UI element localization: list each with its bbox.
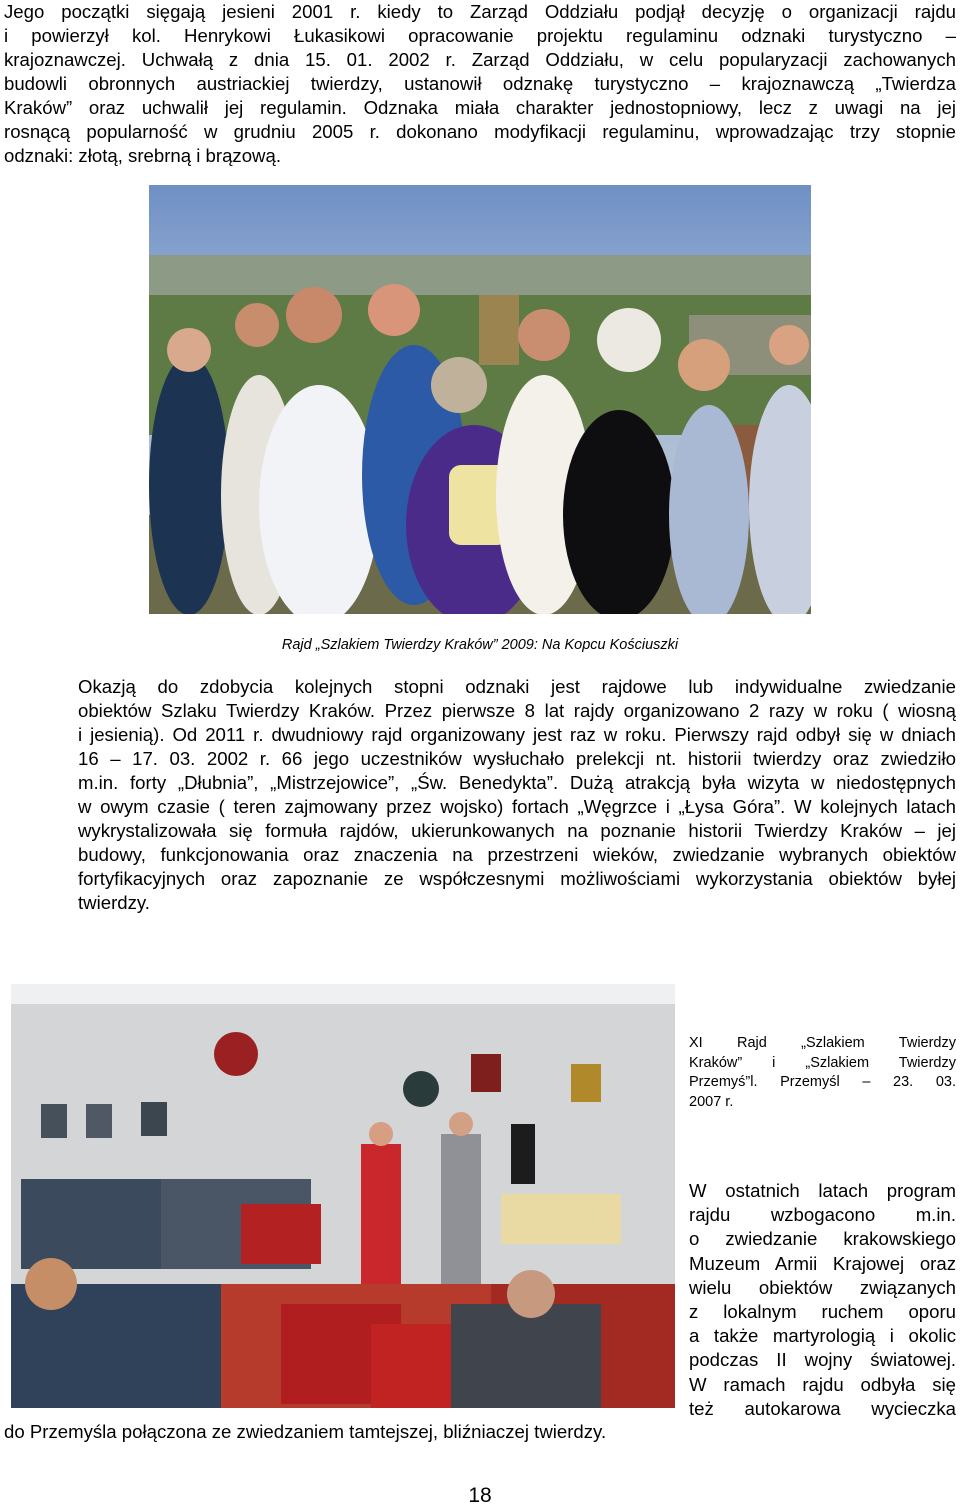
text-line: W ostatnich latach program — [689, 1180, 956, 1201]
text-line: podczas II wojny światowej. — [689, 1349, 956, 1371]
text-line: 16 – 17. 03. 2002 r. 66 jego uczestników wysłuchało prelekcji nt. historii twierdzy oraz zwiedziło — [78, 748, 956, 769]
text-line: też autokarowa wycieczka — [689, 1397, 956, 1419]
text-line: o zwiedzanie krakowskiego — [689, 1228, 956, 1250]
text-line: wykrystalizowała się formuła rajdów, ukierunkowanych na poznanie historii Twierdzy Kraków – jej — [78, 820, 956, 841]
group-photo — [149, 185, 811, 614]
caption-line: Przemyś”l. Przemyśl – 23. 03. — [689, 1074, 956, 1090]
text-line: wielu obiektów związanych — [689, 1276, 956, 1298]
caption-line: Kraków” i „Szlakiem Twierdzy — [689, 1054, 956, 1071]
text-line: a także martyrologią i okolic — [689, 1325, 956, 1347]
caption-line: XI Rajd „Szlakiem Twierdzy — [689, 1035, 956, 1051]
text-line: rosnącą popularność w grudniu 2005 r. dokonano modyfikacji regulaminu, wprowadzając trzy stopnie — [4, 121, 956, 142]
text-line: twierdzy. — [78, 892, 150, 913]
text-line: W ramach rajdu odbyła się — [689, 1373, 956, 1395]
closing-line: do Przemyśla połączona ze zwiedzaniem tamtejszej, bliźniaczej twierdzy. — [4, 1421, 607, 1442]
intro-paragraph — [4, 0, 956, 168]
body-paragraph — [4, 675, 956, 915]
text-line: Kraków” oraz uchwalił jej regulamin. Odznaka miała charakter jednostopniowy, lecz z uwagi na jej — [4, 97, 956, 118]
text-line: odznaki: złotą, srebrną i brązową. — [4, 145, 281, 166]
text-line: budowy, funkcjonowania oraz znaczenia na przestrzeni wieków, zwiedzanie wybranych obiektów — [78, 844, 956, 865]
page-number: 18 — [468, 1484, 492, 1507]
text-line: i powierzył kol. Henrykowi Łukasikowi opracowanie projektu regulaminu odznaki turystyczno – — [4, 25, 956, 46]
text-line: w owym czasie ( teren zajmowany przez wojsko) fortach „Węgrzce i „Łysa Góra”. W kolejnych latach — [78, 796, 956, 817]
text-line: Okazją do zdobycia kolejnych stopni odznaki jest rajdowe lub indywidualne zwiedzanie — [78, 676, 956, 697]
text-line: m.in. forty „Dłubnia”, „Mistrzejowice”, „Św. Benedykta”. Dużą atrakcją była wizyta w niedostępnych — [78, 772, 956, 793]
text-line: fortyfikacyjnych oraz zapoznanie ze współczesnymi możliwościami wykorzystania obiektów byłej — [78, 868, 956, 889]
text-line: Jego początki sięgają jesieni 2001 r. kiedy to Zarząd Oddziału podjął decyzję o organizacji rajdu — [4, 1, 956, 22]
sidebar-paragraph — [689, 1179, 956, 1421]
text-line: rajdu wzbogacono m.in. — [689, 1204, 956, 1226]
caption-line: 2007 r. — [689, 1093, 734, 1110]
text-line: krajoznawczej. Uchwałą z dnia 15. 01. 2002 r. Zarząd Oddziału, w celu popularyzacji zachowanych — [4, 49, 956, 70]
text-line: obiektów Szlaku Twierdzy Kraków. Przez pierwsze 8 lat rajdy organizowano 2 razy w roku ( wiosną — [78, 700, 956, 721]
photo-caption-side — [689, 1034, 956, 1112]
lecture-hall-photo — [11, 984, 675, 1408]
text-line: i jesienią). Od 2011 r. dwudniowy rajd organizowany jest raz w roku. Pierwszy rajd odbył się w dniach — [78, 724, 956, 745]
text-line: z lokalnym ruchem oporu — [689, 1301, 956, 1323]
text-line: Muzeum Armii Krajowej oraz — [689, 1252, 956, 1274]
text-line: budowli obronnych austriackiej twierdzy, ustanowił odznakę turystyczno – krajoznawczą „Twierdza — [4, 73, 956, 94]
photo-caption: Rajd „Szlakiem Twierdzy Kraków” 2009: Na Kopcu Kościuszki — [281, 637, 679, 653]
